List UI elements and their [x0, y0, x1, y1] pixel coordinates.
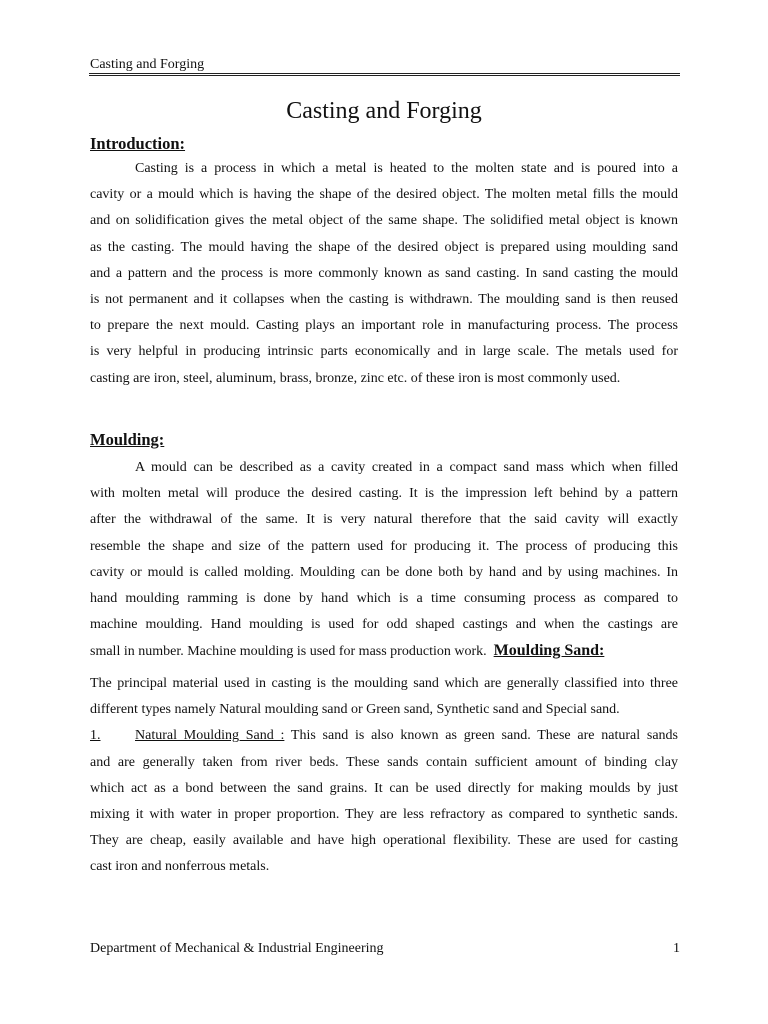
paragraph-line: is very helpful in producing intrinsic parts economically and in large scale. The metals used for — [90, 344, 678, 360]
paragraph-line: casting are iron, steel, aluminum, brass, bronze, zinc etc. of these iron is most commonly used. — [90, 370, 621, 386]
page-title: Casting and Forging — [286, 98, 482, 124]
paragraph-line: and are generally taken from river beds. These sands contain sufficient amount of binding clay — [90, 754, 678, 770]
paragraph-line: to prepare the next mould. Casting plays an important role in manufacturing process. The process — [90, 318, 678, 334]
paragraph-line: hand moulding ramming is done by hand which is a time consuming process as compared to — [90, 591, 678, 607]
paragraph-line: Casting is a process in which a metal is heated to the molten state and is poured into a — [135, 161, 678, 176]
introduction-heading: Introduction: — [90, 134, 186, 153]
list-item-natural-moulding-sand — [90, 723, 678, 749]
paragraph-line: different types namely Natural moulding sand or Green sand, Synthetic sand and Special sand. — [90, 702, 620, 718]
paragraph-line: with molten metal will produce the desired casting. It is the impression left behind by a pattern — [90, 486, 678, 502]
paragraph-line: as the casting. The mould having the shape of the desired object is prepared using moulding sand — [90, 239, 678, 255]
list-number: 1. — [90, 728, 101, 744]
paragraph-line: cavity or mould is called molding. Moulding can be done both by hand and by using machines. In — [90, 564, 678, 580]
paragraph-line: They are cheap, easily available and have high operational flexibility. These are used for casting — [90, 833, 678, 849]
footer-department: Department of Mechanical & Industrial Engineering — [90, 941, 384, 956]
paragraph-line: cast iron and nonferrous metals. — [90, 859, 270, 875]
paragraph-line: and a pattern and the process is more commonly known as sand casting. In sand casting the mould — [90, 265, 678, 281]
paragraph-line — [90, 638, 678, 665]
paragraph-line: is not permanent and it collapses when the casting is withdrawn. The moulding sand is then reused — [90, 292, 678, 308]
moulding-sand-paragraph — [90, 671, 678, 881]
paragraph-line: which act as a bond between the sand grains. It can be used directly for making moulds by just — [90, 780, 678, 796]
moulding-sand-heading: Moulding Sand: — [493, 642, 605, 660]
header-rule — [89, 73, 680, 76]
paragraph-line: resemble the shape and size of the pattern used for producing it. The process of producing this — [90, 538, 678, 554]
introduction-paragraph — [90, 156, 678, 392]
running-header-title: Casting and Forging — [90, 57, 205, 72]
paragraph-line: machine moulding. Hand moulding is used for odd shaped castings and when the castings are — [90, 617, 678, 633]
page-number: 1 — [673, 941, 680, 956]
paragraph-line-text: small in number. Machine moulding is used for mass production work. — [90, 644, 487, 660]
paragraph-line: A mould can be described as a cavity created in a compact sand mass which when filled — [135, 460, 678, 475]
moulding-heading: Moulding: — [90, 430, 165, 449]
paragraph-line: after the withdrawal of the same. It is very natural therefore that the said cavity will exactly — [90, 512, 678, 528]
list-term: Natural Moulding Sand : — [135, 728, 285, 744]
paragraph-line: cavity or a mould which is having the shape of the desired object. The molten metal fills the mould — [90, 187, 678, 203]
paragraph-line: mixing it with water in proper proportion. They are less refractory as compared to synthetic sands. — [90, 807, 678, 823]
list-item-text: This sand is also known as green sand. These are natural sands — [290, 728, 678, 744]
paragraph-line: and on solidification gives the metal object of the same shape. The solidified metal object is known — [90, 213, 678, 229]
moulding-paragraph — [90, 455, 678, 666]
paragraph-line: The principal material used in casting is the moulding sand which are generally classified into three — [90, 676, 678, 691]
